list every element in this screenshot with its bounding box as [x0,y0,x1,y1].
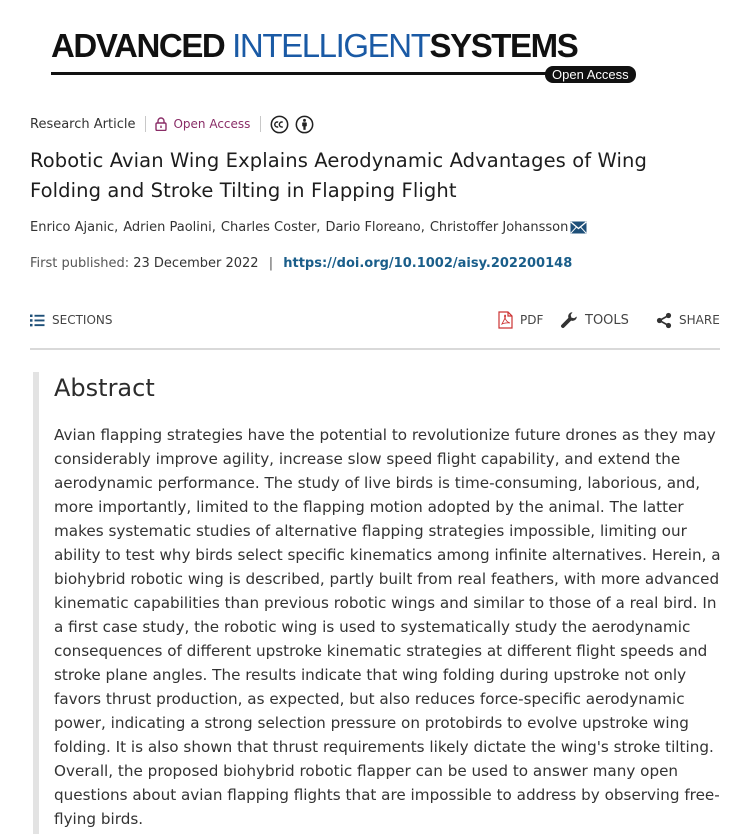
toolbar-divider [30,348,720,350]
sections-label: SECTIONS [52,313,113,327]
author-link[interactable]: Enrico Ajanic [30,220,115,235]
article-meta-row [30,114,314,134]
abstract-heading: Abstract [54,374,155,402]
divider [260,116,261,132]
abstract-text: Avian flapping strategies have the potential to revolutionize future drones as they may considerably improve agility, increase slow speed flight capability, and extend the aerodynamic performance. The study of live birds is time-consuming, laborious, and, more importantly, limited to the flapping motion adopted by the animal. The latter makes systematic studies of alternative flapping strategies impossible, limiting our ability to test why birds select specific kinematics among infinite alternatives. Herein, a biohybrid robotic wing is described, partly built from real feathers, with more advanced kinematic capabilities than previous robotic wings and similar to those of a real bird. In a first case study, the robotic wing is used to systematically study the aerodynamic consequences of different upstroke kinematic strategies at different flight speeds and stroke plane angles. The results indicate that wing folding during upstroke not only favors thrust production, as expected, but also reduces force-specific aerodynamic power, indicating a strong selection pressure on protobirds to evolve upstroke wing folding. It is also shown that thrust requirements likely dictate the wing's stroke tilting. Overall, the proposed biohybrid robotic flapper can be used to answer many open questions about avian flapping flights that are impossible to address by observing free-flying birds. [54,426,721,828]
abstract-section [33,372,729,834]
share-label: SHARE [679,313,720,327]
mail-icon[interactable] [570,221,587,234]
open-access-logo-badge: Open Access [545,66,636,83]
logo-word-systems: SYSTEMS [429,27,578,64]
article-type: Research Article [30,116,136,132]
author-list: Enrico Ajanic , Adrien Paolini , Charles Coster , Dario Floreano , Christoffer Johansson [30,220,587,235]
publication-date: 23 December 2022 [133,256,259,271]
pdf-icon [498,311,513,329]
open-access-label [155,117,250,131]
divider [145,116,146,132]
publication-info [30,256,572,271]
first-published-label: First published: [30,256,130,271]
share-button[interactable] [656,306,720,334]
tools-label: TOOLS [585,312,629,328]
open-access-text: Open Access [173,117,251,131]
author-link[interactable]: Dario Floreano [325,220,421,235]
author-link[interactable]: Charles Coster [220,220,317,235]
author-link[interactable]: Christoffer Johansson [429,220,569,235]
pdf-label: PDF [520,313,544,327]
creative-commons-icon[interactable] [270,115,289,134]
license-icons[interactable] [270,115,314,134]
wrench-icon [560,311,578,329]
logo-underline [51,72,549,75]
logo-word-advanced: ADVANCED [51,27,225,64]
article-title: Robotic Avian Wing Explains Aerodynamic Advantages of Wing Folding and Stroke Tilting in Flapping Flight [30,149,647,202]
lock-open-icon [155,117,167,131]
list-icon [30,314,45,327]
tools-button[interactable] [560,306,629,334]
author-link[interactable]: Adrien Paolini [123,220,212,235]
sections-button[interactable] [30,306,113,334]
separator: | [268,256,274,271]
pdf-button[interactable] [498,306,543,334]
share-icon [656,312,672,329]
article-toolbar [30,306,720,334]
logo-word-intelligent: INTELLIGENT [232,27,430,64]
attribution-icon[interactable] [295,115,314,134]
doi-link[interactable]: https://doi.org/10.1002/aisy.202200148 [283,256,573,271]
journal-logo[interactable] [51,28,651,86]
